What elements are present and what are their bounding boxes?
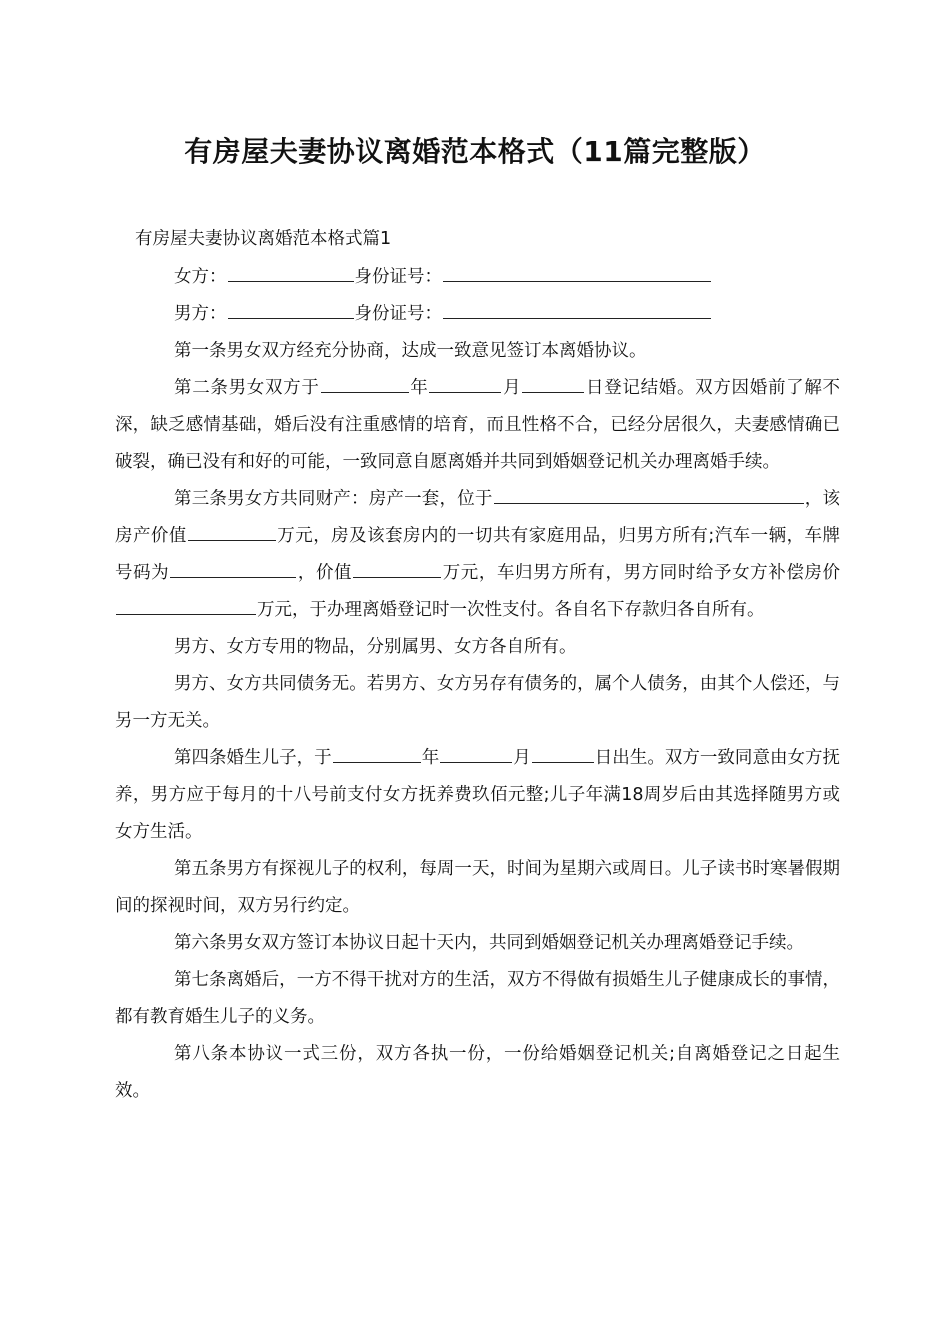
marriage-year-blank: [321, 374, 409, 393]
month-label: 月: [502, 378, 522, 398]
article-7: 第七条离婚后，一方不得干扰对方的生活，双方不得做有损婚生儿子健康成长的事情，都有教育婚生儿子的义务。: [115, 970, 840, 1027]
female-name-blank: [228, 263, 354, 282]
female-id-label: 身份证号：: [354, 267, 442, 287]
article-3-compensation-text: 万元，车归男方所有，男方同时给予女方补偿房价: [442, 563, 841, 583]
article-8: 第八条本协议一式三份，双方各执一份，一份给婚姻登记机关;自离婚登记之日起生效。: [115, 1044, 840, 1101]
year-label: 年: [409, 378, 429, 398]
female-id-blank: [443, 263, 711, 282]
article-3-payment-text: 万元，于办理离婚登记时一次性支付。各自名下存款归各自所有。: [257, 600, 765, 620]
article-3-car-text: 万元，房及该套房内的一切共有家庭用品，归男方所有;汽车一辆，车牌号码为: [115, 526, 840, 583]
car-value-blank: [353, 559, 441, 578]
article-1: 第一条男女双方经充分协商，达成一致意见签订本离婚协议。: [174, 341, 647, 361]
article-2: [115, 370, 840, 481]
debts-clause: 男方、女方共同债务无。若男方、女方另存有债务的，属个人债务，由其个人偿还，与另一方无关。: [115, 674, 840, 731]
article-5: 第五条男方有探视儿子的权利，每周一天，时间为星期六或周日。儿子读书时寒暑假期间的探视时间，双方另行约定。: [115, 859, 840, 916]
compensation-blank: [116, 596, 256, 615]
marriage-month-blank: [429, 374, 501, 393]
female-party-line: [115, 259, 840, 296]
document-body: [115, 259, 840, 1110]
year-label: 年: [421, 748, 440, 768]
male-name-blank: [228, 300, 354, 319]
male-id-label: 身份证号：: [354, 304, 442, 324]
article-3-intro: 第三条男女方共同财产：房产一套，位于: [174, 489, 493, 509]
male-party-line: [115, 296, 840, 333]
article-3: [115, 481, 840, 629]
article-2-intro: 第二条男女双方于: [174, 378, 320, 398]
article-6: 第六条男女双方签订本协议日起十天内，共同到婚姻登记机关办理离婚登记手续。: [174, 933, 804, 953]
birth-year-blank: [333, 744, 421, 763]
article-4-text: 日出生。双方一致同意由女方抚养，男方应于每月的十八号前支付女方抚养费玖佰元整;儿子年满18周岁后由其选择随男方或女方生活。: [115, 748, 841, 842]
property-value-blank: [188, 522, 276, 541]
article-3-car-value-label: ，价值: [297, 563, 353, 583]
birth-day-blank: [532, 744, 594, 763]
article-2-text: 日登记结婚。双方因婚前了解不深，缺乏感情基础，婚后没有注重感情的培育，而且性格不合，已经分居很久，夫妻感情确已破裂，确已没有和好的可能，一致同意自愿离婚并共同到婚姻登记机关办理离婚手续。: [115, 378, 841, 472]
marriage-day-blank: [522, 374, 584, 393]
male-id-blank: [443, 300, 711, 319]
property-address-blank: [494, 485, 804, 504]
section-heading: 有房屋夫妻协议离婚范本格式篇1: [135, 229, 392, 249]
birth-month-blank: [440, 744, 512, 763]
personal-items-clause: 男方、女方专用的物品，分别属男、女方各自所有。: [174, 637, 577, 657]
article-4-intro: 第四条婚生儿子，于: [174, 748, 332, 768]
article-3-value-label: ，该房产价值: [115, 489, 841, 546]
male-label: 男方：: [174, 304, 227, 324]
article-4: [115, 740, 840, 851]
month-label: 月: [513, 748, 531, 768]
female-label: 女方：: [174, 267, 227, 287]
document-title: 有房屋夫妻协议离婚范本格式（11篇完整版）: [184, 135, 766, 168]
plate-number-blank: [170, 559, 296, 578]
